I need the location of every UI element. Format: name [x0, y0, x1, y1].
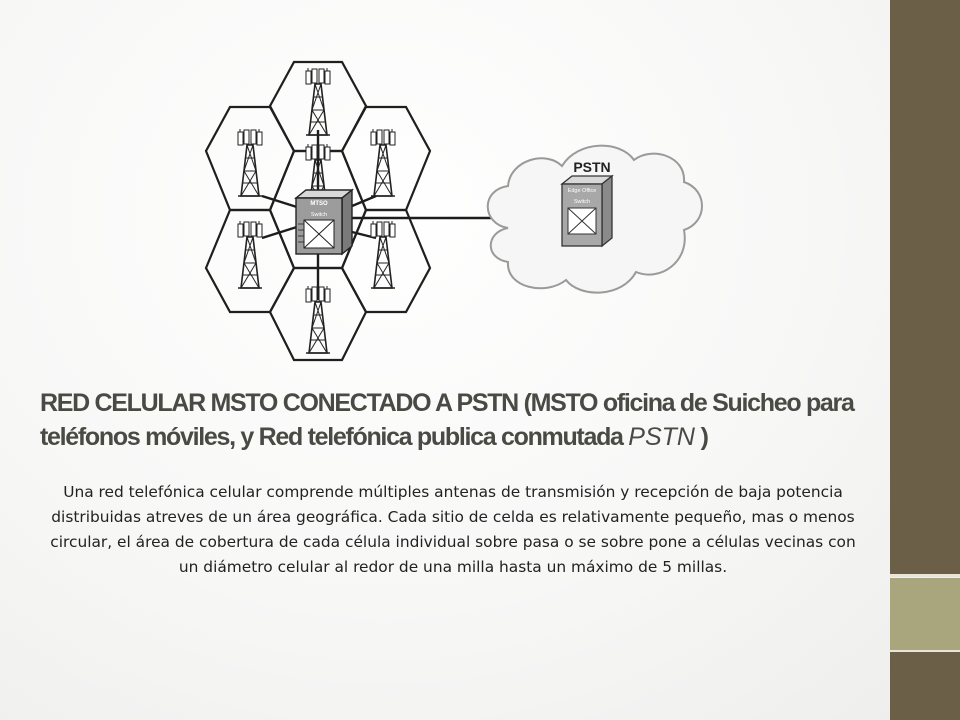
mtso-label: MTSO: [310, 201, 328, 207]
edge-office-label: Edge Office: [567, 188, 597, 194]
tower-icon: [371, 129, 395, 196]
decorative-sidebar: [890, 0, 960, 720]
cellular-network-diagram: [0, 0, 890, 380]
edge-switch-label: Switch: [573, 199, 591, 205]
cell-lower-left: [206, 210, 294, 312]
slide-title-pstn: PSTN: [628, 423, 695, 451]
pstn-label: PSTN: [573, 159, 611, 175]
slide-title-end: ): [694, 423, 708, 451]
tower-icon: [306, 68, 330, 135]
mtso-switch-label: Switch: [310, 212, 328, 218]
sidebar-band-bottom: [890, 652, 960, 720]
sidebar-band-top: [890, 0, 960, 574]
edge-office-switch: [562, 176, 612, 246]
sidebar-divider: [890, 574, 960, 577]
mtso-switch: [296, 190, 352, 254]
tower-icon: [238, 221, 262, 288]
slide-body-text: Una red telefónica celular comprende múltiples antenas de transmisión y recepción de baja potencia distribuidas atreves de un área geográfica. Cada sitio de celda es relativamente pequeño, mas o menos circular, el área de cobertura de cada célula individual sobre pasa o se sobre pone a células vecinas con un diámetro celular al redor de una milla hasta un máximo de 5 millas.: [50, 483, 856, 576]
sidebar-band-middle: [890, 578, 960, 650]
tower-icon: [238, 129, 262, 196]
tower-icon: [371, 221, 395, 288]
slide-title-main: RED CELULAR MSTO CONECTADO A PSTN (MSTO oficina de Suicheo para teléfonos móviles, y Red telefónica publica conmutada: [40, 389, 854, 451]
slide-title: [40, 386, 880, 454]
